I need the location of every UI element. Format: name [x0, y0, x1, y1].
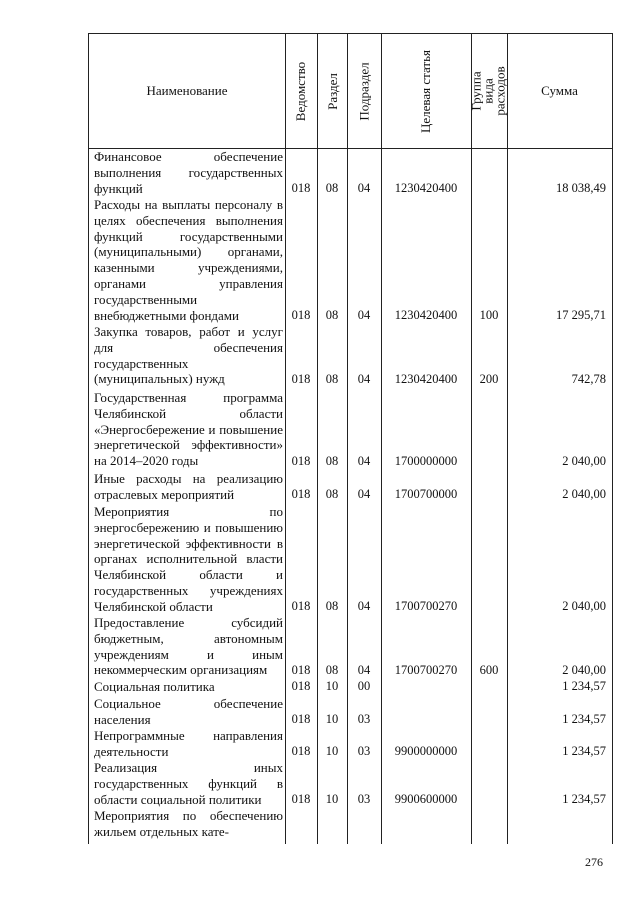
- row-sum: 1 234,57: [562, 744, 606, 758]
- row-name: Предоставление субсидий бюджетным, автономным учреждениям и иным некоммерческим организациям: [94, 615, 283, 678]
- row-group: 200: [479, 372, 499, 386]
- row-target: 9900600000: [394, 792, 458, 806]
- row-razdel: 10: [325, 712, 339, 726]
- header-razdel-label: Раздел: [324, 72, 340, 110]
- row-sum: 2 040,00: [562, 454, 606, 468]
- header-name: [89, 34, 285, 148]
- row-razdel: 08: [325, 181, 339, 195]
- row-name: Закупка товаров, работ и услуг для обеспечения государственных (муниципальных) нужд: [94, 324, 283, 387]
- row-podrazdel: 00: [357, 679, 371, 693]
- row-razdel: 08: [325, 663, 339, 677]
- header-razdel: [317, 34, 347, 148]
- row-target: 1230420400: [394, 372, 458, 386]
- row-name: Государственная программа Челябинской области «Энергосбережение и повышение энергетической эффективности» на 2014–2020 годы: [94, 390, 283, 469]
- header-sum-label: Сумма: [541, 83, 578, 98]
- row-name: Финансовое обеспечение выполнения государственных функций: [94, 149, 283, 196]
- header-target-label: Целевая статья: [418, 49, 434, 133]
- row-name: Непрограммные направления деятельности: [94, 728, 283, 759]
- row-target: 9900000000: [394, 744, 458, 758]
- header-podrazdel: [347, 34, 381, 148]
- header-vedomstvo: [285, 34, 317, 148]
- row-sum: 18 038,49: [556, 181, 606, 195]
- row-razdel: 08: [325, 308, 339, 322]
- row-sum: 17 295,71: [556, 308, 606, 322]
- row-vedomstvo: 018: [291, 308, 311, 322]
- row-razdel: 08: [325, 487, 339, 501]
- row-group: 600: [479, 663, 499, 677]
- row-vedomstvo: 018: [291, 487, 311, 501]
- row-vedomstvo: 018: [291, 712, 311, 726]
- row-podrazdel: 04: [357, 487, 371, 501]
- header-podrazdel-label: Подраздел: [356, 61, 372, 121]
- row-target: 1230420400: [394, 308, 458, 322]
- row-name: Социальное обеспечение населения: [94, 696, 283, 727]
- row-target: 1700700270: [394, 663, 458, 677]
- header-group: [471, 34, 507, 148]
- row-podrazdel: 03: [357, 792, 371, 806]
- row-sum: 2 040,00: [562, 487, 606, 501]
- row-vedomstvo: 018: [291, 599, 311, 613]
- row-target: 1700000000: [394, 454, 458, 468]
- row-name: Расходы на выплаты персоналу в целях обеспечения выполнения функций государственными (муниципальными) органами, казенными учреждениями, органами управления государственными внебюджетными фондами: [94, 197, 283, 323]
- header-vedomstvo-label: Ведомство: [293, 61, 309, 121]
- budget-table: [88, 33, 613, 844]
- row-vedomstvo: 018: [291, 792, 311, 806]
- row-podrazdel: 04: [357, 308, 371, 322]
- header-target: [381, 34, 471, 148]
- row-name: Социальная политика: [94, 679, 215, 694]
- row-razdel: 08: [325, 454, 339, 468]
- row-vedomstvo: 018: [291, 372, 311, 386]
- row-podrazdel: 03: [357, 712, 371, 726]
- row-podrazdel: 04: [357, 181, 371, 195]
- row-vedomstvo: 018: [291, 454, 311, 468]
- row-podrazdel: 04: [357, 599, 371, 613]
- row-sum: 1 234,57: [562, 712, 606, 726]
- row-name: Реализация иных государственных функций в области социальной политики: [94, 760, 283, 807]
- row-podrazdel: 04: [357, 454, 371, 468]
- header-sum: [507, 34, 612, 148]
- row-sum: 1 234,57: [562, 792, 606, 806]
- header-name-label: Наименование: [146, 83, 228, 98]
- row-sum: 2 040,00: [562, 663, 606, 677]
- row-vedomstvo: 018: [291, 679, 311, 693]
- row-target: 1700700270: [394, 599, 458, 613]
- row-razdel: 08: [325, 372, 339, 386]
- row-sum: 1 234,57: [562, 679, 606, 693]
- row-razdel: 10: [325, 792, 339, 806]
- row-razdel: 10: [325, 679, 339, 693]
- row-target: 1700700000: [394, 487, 458, 501]
- page-number: 276: [585, 855, 603, 869]
- row-group: 100: [479, 308, 499, 322]
- col-sep-grp: [471, 34, 472, 844]
- row-podrazdel: 04: [357, 372, 371, 386]
- row-sum: 742,78: [571, 372, 606, 386]
- col-sep-cel: [381, 34, 382, 844]
- row-vedomstvo: 018: [291, 744, 311, 758]
- col-sep-sum: [507, 34, 508, 844]
- row-vedomstvo: 018: [291, 663, 311, 677]
- row-podrazdel: 03: [357, 744, 371, 758]
- row-razdel: 08: [325, 599, 339, 613]
- row-razdel: 10: [325, 744, 339, 758]
- row-name: Мероприятия по энергосбережению и повышению энергетической эффективности в органах исполнительной власти Челябинской области и государственных учреждениях Челябинской области: [94, 504, 283, 614]
- row-vedomstvo: 018: [291, 181, 311, 195]
- row-podrazdel: 04: [357, 663, 371, 677]
- header-group-label: Группа вида расходов: [469, 66, 508, 116]
- row-name: Мероприятия по обеспечению жильем отдельных кате-: [94, 808, 283, 839]
- row-target: 1230420400: [394, 181, 458, 195]
- row-sum: 2 040,00: [562, 599, 606, 613]
- row-name: Иные расходы на реализацию отраслевых мероприятий: [94, 471, 283, 502]
